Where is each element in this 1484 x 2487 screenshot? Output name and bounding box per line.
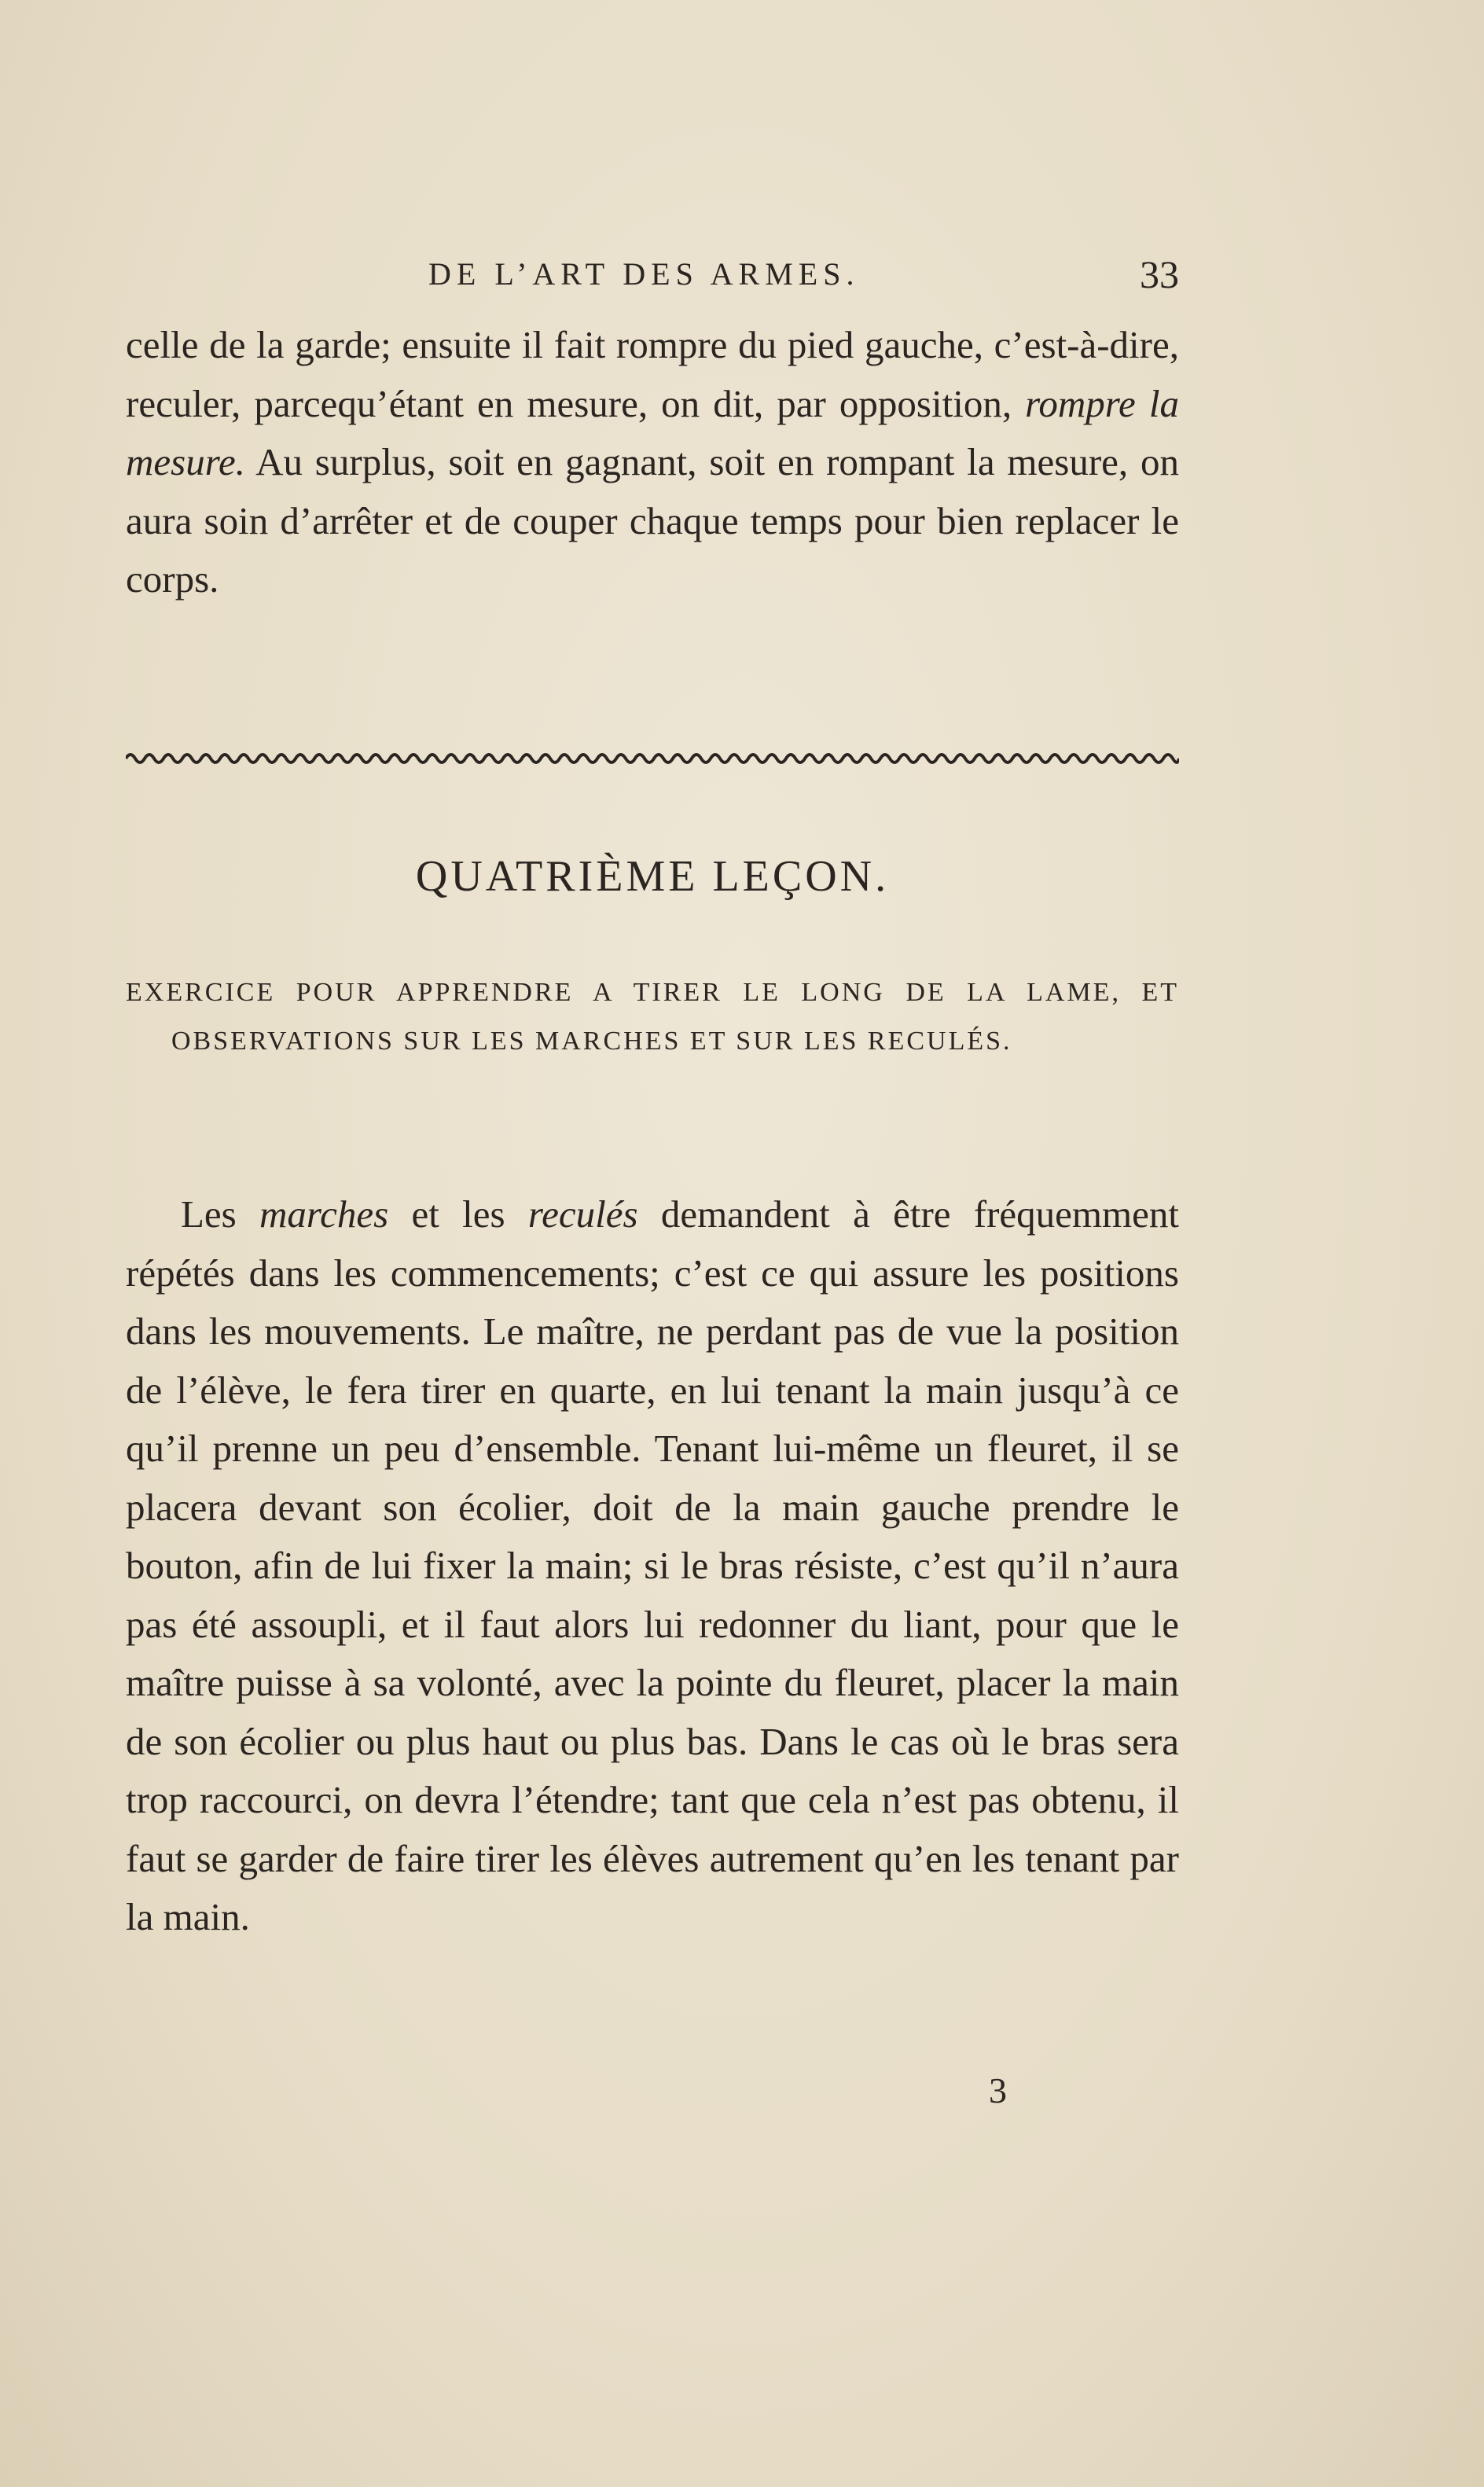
body-paragraph <box>126 1185 1179 1947</box>
body-paragraph-part-3: demandent à être fréquemment répétés dans les commencements; c’est ce qui assure les positions dans les mouvements. Le maître, ne perdant pas de vue la position de l’élève, le fera tirer en quarte, en lui tenant la main jusqu’à ce qu’il prenne un peu d’ensemble. Tenant lui-même un fleuret, il se placera devant son écolier, doit de la main gauche prendre le bouton, afin de lui fixer la main; si le bras résiste, c’est qu’il n’aura pas été assoupli, et il faut alors lui redonner du liant, pour que le maître puisse à sa volonté, avec la pointe du fleuret, placer la main de son écolier ou plus haut ou plus bas. Dans le cas où le bras sera trop raccourci, on devra l’étendre; tant que cela n’est pas obtenu, il faut se garder de faire tirer les élèves autrement qu’en les tenant par la main. <box>126 1192 1180 1938</box>
body-paragraph-italic-1: marches <box>259 1192 389 1236</box>
signature-mark: 3 <box>989 2070 1007 2110</box>
lesson-summary-text: EXERCICE POUR APPRENDRE A TIRER LE LONG DE LA LAME, ET OBSERVATIONS SUR LES MARCHES ET SUR LES RECULÉS. <box>126 978 1179 1056</box>
body-paragraph-text <box>126 1185 1179 1947</box>
body-paragraph-part-1: Les <box>181 1192 260 1236</box>
wavy-rule-path <box>126 755 1179 762</box>
lesson-summary <box>126 968 1179 1066</box>
body-paragraph-part-2: et les <box>388 1192 528 1236</box>
top-paragraph-part-1: celle de la garde; ensuite il fait rompre du pied gauche, c’est-à-dire, reculer, parcequ’étant en mesure, on dit, par opposition, <box>126 323 1179 425</box>
body-paragraph-italic-2: reculés <box>527 1192 638 1236</box>
page-number: 33 <box>1140 252 1179 296</box>
top-paragraph-part-2: Au surplus, soit en gagnant, soit en rompant la mesure, on aura soin d’arrêter et de couper chaque temps pour bien replacer le corps. <box>126 440 1179 601</box>
top-paragraph <box>126 316 1179 609</box>
top-paragraph-italic: rompre la mesure. <box>126 381 1179 483</box>
running-head: DE L’ART DES ARMES. <box>428 256 860 292</box>
ornamental-wavy-rule <box>126 748 1179 769</box>
top-paragraph-text <box>126 316 1179 609</box>
lesson-title: QUATRIÈME LEÇON. <box>415 852 890 901</box>
